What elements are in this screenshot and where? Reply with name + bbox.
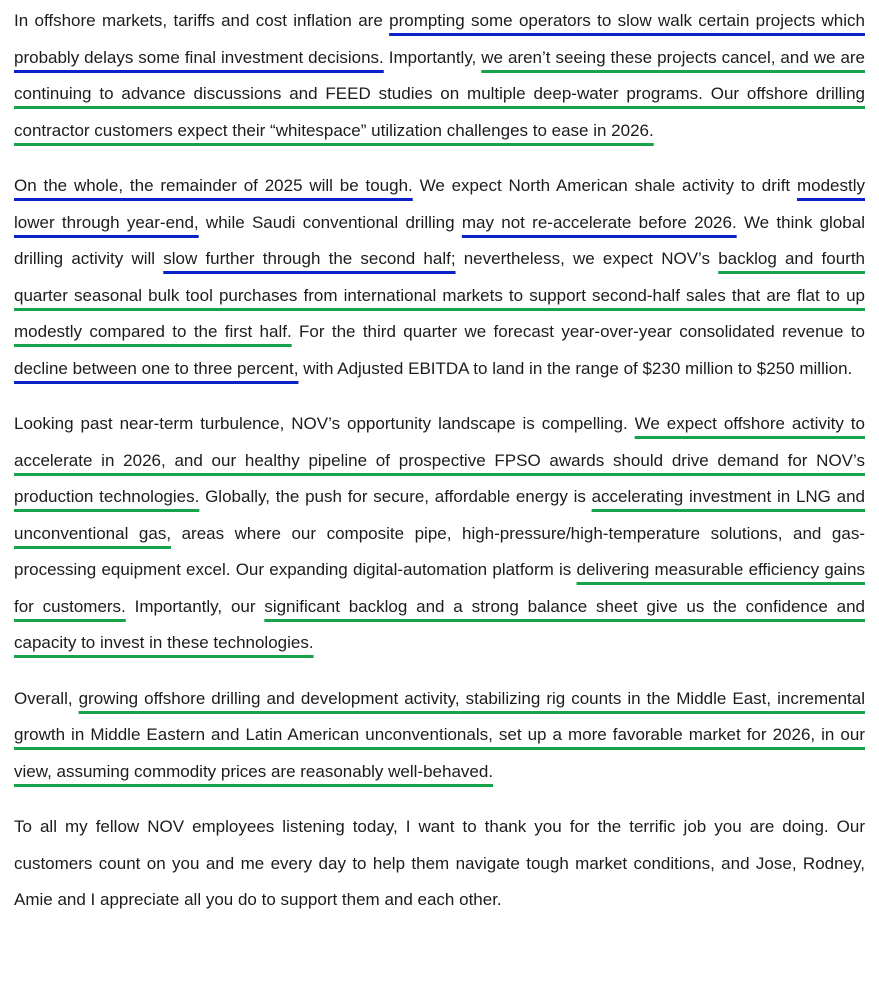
blue-underlined-phrase: may not re-accelerate before 2026. bbox=[461, 212, 737, 232]
text-run: In offshore markets, tariffs and cost inflation are bbox=[14, 11, 390, 30]
text-run: while Saudi conventional drilling bbox=[198, 212, 462, 232]
paragraph-employee-thanks bbox=[14, 809, 865, 919]
paragraph-opportunity-landscape bbox=[14, 406, 865, 662]
green-underlined-phrase: growing offshore drilling and development activity, stabilizing rig counts in the Middle East, incremental growth in Middle Eastern and Latin American unconventionals, set up a more favorable market for 2026, in our view, assuming commodity prices are reasonably well-behaved. bbox=[14, 688, 865, 781]
blue-underlined-phrase: decline between one to three percent, bbox=[14, 358, 299, 378]
text-run: Looking past near-term turbulence, NOV’s opportunity landscape is compelling. bbox=[14, 414, 635, 433]
text-run: Globally, the push for secure, affordable energy is bbox=[199, 487, 592, 506]
blue-underlined-phrase: slow further through the second half; bbox=[163, 249, 456, 268]
green-underlined-phrase: accelerating investment in LNG and unconventional gas, bbox=[14, 487, 866, 543]
text-run: Overall, bbox=[14, 688, 79, 708]
green-underlined-phrase: backlog and fourth quarter seasonal bulk tool purchases from international markets to support second-half sales that are flat to up modestly compared to the first half. bbox=[14, 249, 865, 341]
paragraph-overall-summary bbox=[14, 681, 865, 791]
text-run: nevertheless, we expect NOV’s bbox=[455, 249, 719, 268]
text-run: We expect North American shale activity to drift bbox=[412, 176, 797, 195]
blue-underlined-phrase: prompting some operators to slow walk certain projects which probably delays some final investment decisions. bbox=[14, 11, 865, 67]
text-run: We think global drilling activity will bbox=[14, 212, 865, 268]
text-run: For the third quarter we forecast year-over-year consolidated revenue to bbox=[291, 322, 865, 341]
green-underlined-phrase: we aren’t seeing these projects cancel, and we are continuing to advance discussions and FEED studies on multiple deep-water programs. Our offshore drilling contractor customers expect their “whitespace” utilization challenges to ease in 2026. bbox=[14, 47, 866, 140]
text-run: areas where our composite pipe, high-pressure/high-temperature solutions, and gas-processing equipment excel. Our expanding digital-automation platform is bbox=[14, 523, 865, 579]
text-run: Importantly, our bbox=[125, 596, 265, 616]
blue-underlined-phrase: modestly lower through year-end, bbox=[14, 176, 865, 232]
text-run: Importantly, bbox=[383, 47, 482, 67]
paragraph-offshore-outlook bbox=[14, 3, 865, 149]
text-run: To all my fellow NOV employees listening today, I want to thank you for the terrific job you are doing. Our customers count on you and me every day to help them navigate tough market conditions, and Jose, Rodney, Amie and I appreciate all you do to support them and each other. bbox=[14, 817, 865, 909]
blue-underlined-phrase: On the whole, the remainder of 2025 will be tough. bbox=[14, 176, 413, 195]
text-run: with Adjusted EBITDA to land in the range of $230 million to $250 million. bbox=[298, 358, 853, 378]
green-underlined-phrase: significant backlog and a strong balance sheet give us the confidence and capacity to invest in these technologies. bbox=[14, 596, 865, 652]
green-underlined-phrase: delivering measurable efficiency gains for customers. bbox=[14, 560, 865, 616]
paragraph-2025-remainder bbox=[14, 168, 865, 387]
green-underlined-phrase: We expect offshore activity to accelerate in 2026, and our healthy pipeline of prospective FPSO awards should drive demand for NOV’s production technologies. bbox=[14, 414, 865, 506]
